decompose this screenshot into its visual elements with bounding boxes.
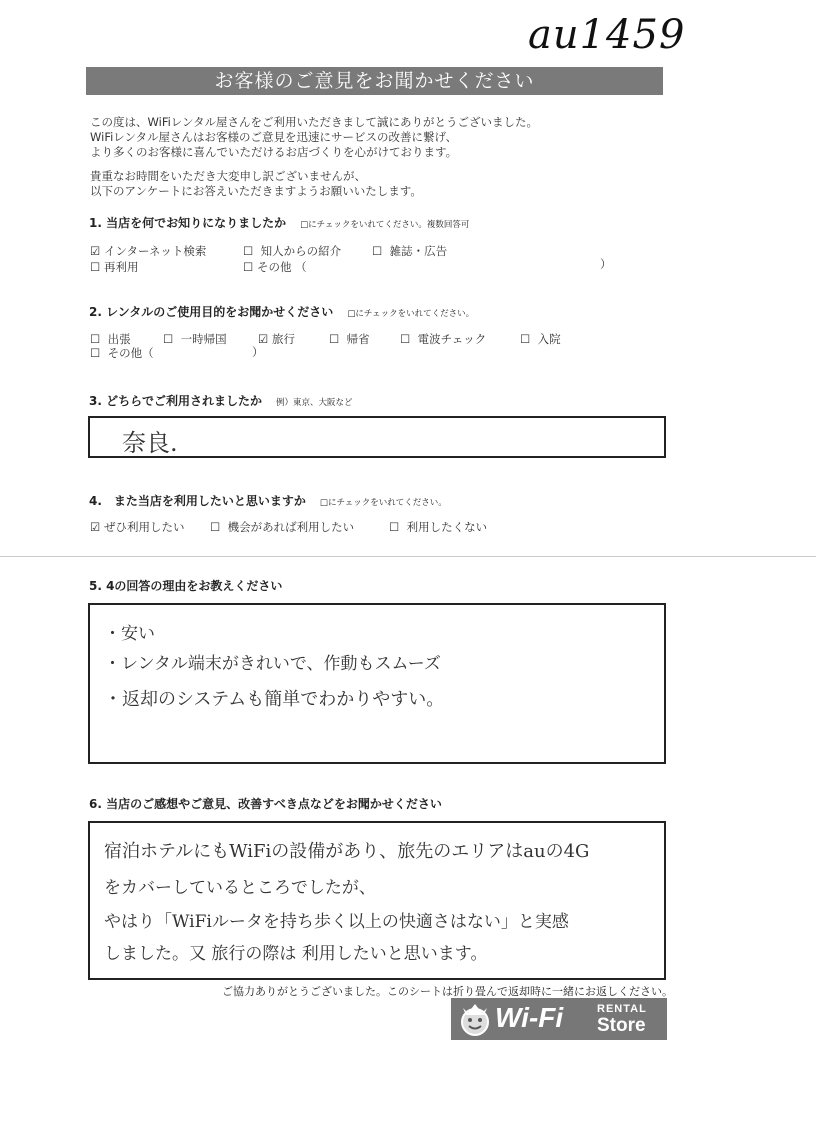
q2-option-business-label: 出張 <box>107 332 131 346</box>
footer-note: ご協力ありがとうございました。このシートは折り畳んで返却時に一緒にお返しください。 <box>222 985 673 998</box>
q2-option-return[interactable]: ☐ 一時帰国 <box>163 332 227 346</box>
question-1-note: □にチェックをいれてください。複数回答可 <box>300 220 470 230</box>
scan-divider <box>0 556 816 557</box>
question-1 <box>89 214 469 231</box>
handwritten-doc-id: au1459 <box>528 12 686 58</box>
q2-option-hospital-label: 入院 <box>537 332 561 346</box>
logo-store-text: Store <box>597 1015 646 1036</box>
q1-other-close-paren: ） <box>600 257 612 271</box>
question-4-note: □にチェックをいれてください。 <box>319 498 447 508</box>
intro-line-4: 貴重なお時間をいただき大変申し訳ございませんが、 <box>90 169 366 183</box>
q2-option-business[interactable]: ☐ 出張 <box>90 332 131 346</box>
q5-answer-line-2: ・レンタル端末がきれいで、作動もスムーズ <box>104 654 441 674</box>
logo-rental-text: RENTAL <box>597 1003 647 1015</box>
q6-answer-line-4: しました。又 旅行の際は 利用したいと思います。 <box>104 944 488 964</box>
q1-option-reuse[interactable]: ☐ 再利用 <box>90 260 139 274</box>
q2-option-return-label: 一時帰国 <box>180 332 227 346</box>
q1-option-friend-label: 知人からの紹介 <box>260 244 342 258</box>
q6-answer-line-1: 宿泊ホテルにもWiFiの設備があり、旅先のエリアはauの4G <box>104 841 590 862</box>
q4-option-no-label: 利用したくない <box>406 520 488 534</box>
q1-option-internet-label: インターネット検索 <box>103 244 207 258</box>
question-4-label: 4. また当店を利用したいと思いますか <box>89 494 306 508</box>
q6-answer-line-2: をカバーしているところでしたが、 <box>104 878 376 898</box>
q1-option-other[interactable]: ☐ その他 （ <box>243 260 307 274</box>
q1-option-magazine-label: 雑誌・広告 <box>389 244 448 258</box>
page-title: お客様のご意見をお聞かせください <box>86 67 663 95</box>
q5-answer-line-3: ・返却のシステムも簡単でわかりやすい。 <box>104 689 445 710</box>
q2-other-close-paren: ） <box>252 345 264 359</box>
q2-option-hospital[interactable]: ☐ 入院 <box>520 332 561 346</box>
question-1-label: 1. 当店を何でお知りになりましたか <box>89 216 287 230</box>
intro-line-1: この度は、WiFiレンタル屋さんをご利用いただきまして誠にありがとうございました。 <box>90 115 539 129</box>
q4-option-definitely-label: ぜひ利用したい <box>103 520 185 534</box>
q2-option-home[interactable]: ☐ 帰省 <box>329 332 370 346</box>
q2-option-radio-label: 電波チェック <box>417 332 487 346</box>
question-3-label: 3. どちらでご利用されましたか <box>89 394 262 408</box>
q2-option-home-label: 帰省 <box>346 332 370 346</box>
q2-option-radio[interactable]: ☐ 電波チェック <box>400 332 487 346</box>
question-5: 5. 4の回答の理由をお教えください <box>89 579 283 593</box>
intro-line-3: より多くのお客様に喜んでいただけるお店づくりを心がけております。 <box>90 145 458 159</box>
question-2-note: □にチェックをいれてください。 <box>347 309 475 319</box>
q1-option-other-label: その他 （ <box>256 260 307 274</box>
q4-option-chance-label: 機会があれば利用したい <box>227 520 355 534</box>
q5-answer-box[interactable] <box>88 603 666 764</box>
q3-answer-box[interactable] <box>88 416 666 458</box>
question-3 <box>89 392 352 409</box>
intro-line-5: 以下のアンケートにお答えいただきますようお願いいたします。 <box>90 184 422 198</box>
q2-option-travel-label: 旅行 <box>271 332 295 346</box>
q2-option-other-label: その他（ <box>107 346 154 360</box>
q2-option-travel[interactable]: ☑ 旅行 <box>258 332 295 346</box>
intro-line-2: WiFiレンタル屋さんはお客様のご意見を迅速にサービスの改善に繋げ、 <box>90 130 458 144</box>
q1-option-internet[interactable]: ☑ インターネット検索 <box>90 244 207 258</box>
q5-answer-line-1: ・安い <box>104 624 155 644</box>
q1-option-reuse-label: 再利用 <box>103 260 139 274</box>
wifi-rental-store-logo <box>451 998 667 1040</box>
question-4 <box>89 492 447 509</box>
q3-answer: 奈良. <box>122 429 178 457</box>
q4-option-definitely[interactable]: ☑ ぜひ利用したい <box>90 520 185 534</box>
q4-option-chance[interactable]: ☐ 機会があれば利用したい <box>210 520 355 534</box>
q1-option-friend[interactable]: ☐ 知人からの紹介 <box>243 244 342 258</box>
q1-option-magazine[interactable]: ☐ 雑誌・広告 <box>372 244 448 258</box>
logo-main-text: Wi-Fi <box>495 1002 564 1033</box>
question-2 <box>89 303 474 320</box>
q4-option-no[interactable]: ☐ 利用したくない <box>389 520 488 534</box>
q2-option-other[interactable]: ☐ その他（ <box>90 346 154 360</box>
q6-answer-box[interactable] <box>88 821 666 980</box>
question-2-label: 2. レンタルのご使用目的をお聞かせください <box>89 305 334 319</box>
q6-answer-line-3: やはり「WiFiルータを持ち歩く以上の快適さはない」と実感 <box>104 912 569 932</box>
question-3-note: 例）東京、大阪など <box>275 398 353 408</box>
question-6: 6. 当店のご感想やご意見、改善すべき点などをお聞かせください <box>89 797 442 811</box>
